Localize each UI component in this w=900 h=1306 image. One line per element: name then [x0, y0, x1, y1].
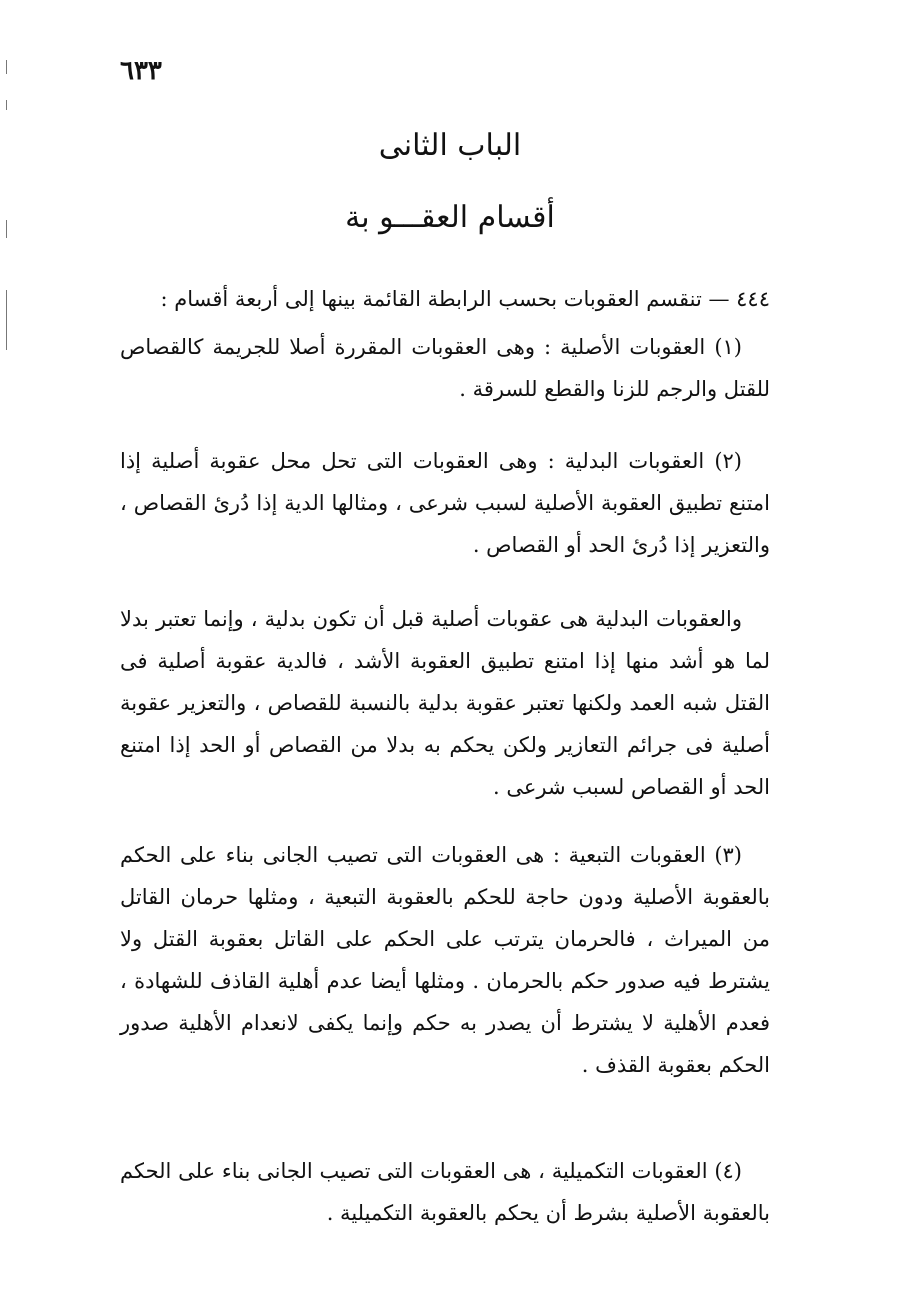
paragraph-original-punishments: (١) العقوبات الأصلية : وهى العقوبات المقررة أصلا للجريمة كالقصاص للقتل والرجم للزنا والقطع للسرقة . [120, 335, 770, 401]
paragraph-substitute-punishments: (٢) العقوبات البدلية : وهى العقوبات التى تحل محل عقوبة أصلية إذا امتنع تطبيق العقوبة الأصلية لسبب شرعى ، ومثالها الدية إذا دُرئ القصاص ، والتعزير إذا دُرئ الحد أو القصاص . [120, 449, 770, 557]
paragraph-accessory-punishments: (٣) العقوبات التبعية : هى العقوبات التى تصيب الجانى بناء على الحكم بالعقوبة الأصلية ودون حاجة للحكم بالعقوبة التبعية ، ومثلها حرمان القاتل من الميراث ، فالحرمان يترتب على الحكم على القاتل بعقوبة القتل ولا يشترط فيه صدور حكم بالحرمان . ومثلها أيضا عدم أهلية القاذف للشهادة ، فعدم الأهلية لا يشترط أن يصدر به حكم وإنما يكفى لانعدام الأهلية صدور الحكم بعقوبة القذف . [120, 843, 770, 1077]
paragraph-intro: ٤٤٤ — تنقسم العقوبات بحسب الرابطة القائمة بينها إلى أربعة أقسام : [160, 287, 770, 311]
section-title: أقسام العقـــو بة [345, 200, 555, 235]
paragraph-complementary-punishments: (٤) العقوبات التكميلية ، هى العقوبات التى تصيب الجانى بناء على الحكم بالعقوبة الأصلية بشرط أن يحكم بالعقوبة التكميلية . [120, 1159, 770, 1225]
paragraph-substitute-explanation: والعقوبات البدلية هى عقوبات أصلية قبل أن تكون بدلية ، وإنما تعتبر بدلا لما هو أشد منها إذا امتنع تطبيق العقوبة الأشد ، فالدية عقوبة أصلية فى القتل شبه العمد ولكنها تعتبر عقوبة بدلية بالنسبة للقصاص ، والتعزير عقوبة أصلية فى جرائم التعازير ولكن يحكم به بدلا من القصاص أو الحد إذا امتنع الحد أو القصاص لسبب شرعى . [120, 607, 770, 799]
chapter-title: الباب الثانى [378, 128, 522, 163]
scan-edge-marks [4, 60, 14, 760]
page-number: ٦٣٣ [120, 56, 162, 86]
